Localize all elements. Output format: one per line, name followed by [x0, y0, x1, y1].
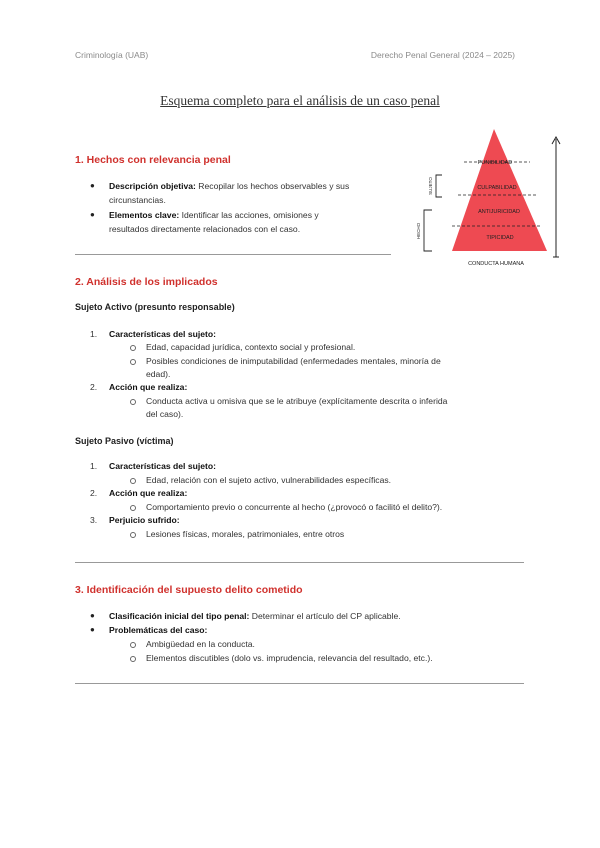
circle-bullet-icon	[130, 359, 136, 365]
circle-bullet-icon	[130, 532, 136, 538]
sujeto-activo-title: Sujeto Activo (presunto responsable)	[75, 302, 235, 312]
pyramid-base-label: CONDUCTA HUMANA	[468, 261, 524, 267]
pasivo-item1-sub1: Edad, relación con el sujeto activo, vulnerabilidades específicas.	[146, 475, 392, 485]
bullet-icon: ●	[90, 625, 95, 634]
pasivo-item1	[109, 460, 216, 473]
pasivo-item3-label: Perjuicio sufrido:	[109, 515, 180, 525]
pyramid-level-4: TIPICIDAD	[486, 235, 514, 241]
pyramid-diagram	[402, 125, 572, 275]
section3-bullet2	[109, 624, 207, 637]
section3-bullet1-text: Determinar el artículo del CP aplicable.	[249, 611, 401, 621]
bullet1-text: Recopilar los hechos observables y sus	[195, 181, 350, 191]
list-number: 3.	[90, 515, 98, 525]
sujeto-pasivo-title: Sujeto Pasivo (víctima)	[75, 436, 174, 446]
activo-item1-sub1: Edad, capacidad jurídica, contexto social y profesional.	[146, 342, 356, 352]
bullet-icon: ●	[90, 210, 95, 219]
bullet2-label: Elementos clave:	[109, 210, 180, 220]
pasivo-item2-label: Acción que realiza:	[109, 488, 188, 498]
section1-bullet2	[109, 209, 319, 222]
circle-bullet-icon	[130, 642, 136, 648]
divider	[75, 254, 391, 255]
section1-bullet1-cont: circunstancias.	[109, 195, 166, 205]
divider	[75, 562, 524, 563]
section3-bullet1-label: Clasificación inicial del tipo penal:	[109, 611, 250, 621]
section3-sub2: Elementos discutibles (dolo vs. imprudencia, relevancia del resultado, etc.).	[146, 653, 433, 663]
bullet-icon: ●	[90, 181, 95, 190]
pasivo-item2-sub1: Comportamiento previo o concurrente al hecho (¿provocó o facilitó el delito?).	[146, 502, 443, 512]
section1-heading: 1. Hechos con relevancia penal	[75, 154, 231, 166]
section3-sub1: Ambigüedad en la conducta.	[146, 639, 255, 649]
bracket-large	[424, 210, 432, 251]
pyramid-level-3: ANTIJURICIDAD	[478, 209, 520, 215]
pasivo-item3	[109, 514, 180, 527]
list-number: 2.	[90, 488, 98, 498]
section1-bullet1	[109, 180, 349, 193]
bullet1-label: Descripción objetiva:	[109, 181, 196, 191]
activo-item2-sub1-cont: del caso).	[146, 409, 184, 419]
activo-item2-label: Acción que realiza:	[109, 382, 188, 392]
list-number: 2.	[90, 382, 98, 392]
list-number: 1.	[90, 329, 98, 339]
bracket-small	[436, 175, 442, 197]
circle-bullet-icon	[130, 505, 136, 511]
circle-bullet-icon	[130, 399, 136, 405]
pyramid-level-2: CULPABILIDAD	[477, 185, 517, 191]
activo-item1-label: Características del sujeto:	[109, 329, 216, 339]
activo-item2-sub1: Conducta activa u omisiva que se le atribuye (explícitamente descrita o inferida	[146, 396, 448, 406]
circle-bullet-icon	[130, 478, 136, 484]
pyramid-level-1: PUNIBILIDAD	[477, 160, 513, 166]
pasivo-item1-label: Características del sujeto:	[109, 461, 216, 471]
section3-bullet2-label: Problemáticas del caso:	[109, 625, 208, 635]
bullet2-text: Identificar las acciones, omisiones y	[179, 210, 319, 220]
header-left: Criminología (UAB)	[75, 50, 149, 60]
section2-heading: 2. Análisis de los implicados	[75, 276, 218, 288]
circle-bullet-icon	[130, 345, 136, 351]
circle-bullet-icon	[130, 656, 136, 662]
activo-item1-sub2-cont: edad).	[146, 369, 171, 379]
pasivo-item3-sub1: Lesiones físicas, morales, patrimoniales, entre otros	[146, 529, 345, 539]
activo-item2	[109, 381, 187, 394]
activo-item1-sub2: Posibles condiciones de inimputabilidad (enfermedades mentales, minoría de	[146, 356, 441, 366]
side-label-sujeto: SUJETO	[428, 177, 433, 195]
pasivo-item2	[109, 487, 187, 500]
section3-heading: 3. Identificación del supuesto delito cometido	[75, 584, 303, 596]
header-right: Derecho Penal General (2024 – 2025)	[370, 50, 515, 60]
page-title: Esquema completo para el análisis de un caso penal	[160, 93, 440, 108]
activo-item1	[109, 328, 216, 341]
section1-bullet2-cont: resultados directamente relacionados con el caso.	[109, 224, 301, 234]
divider	[75, 683, 524, 684]
section3-bullet1	[109, 610, 401, 623]
bullet-icon: ●	[90, 611, 95, 620]
side-label-hecho: HECHO	[416, 222, 421, 240]
list-number: 1.	[90, 461, 98, 471]
